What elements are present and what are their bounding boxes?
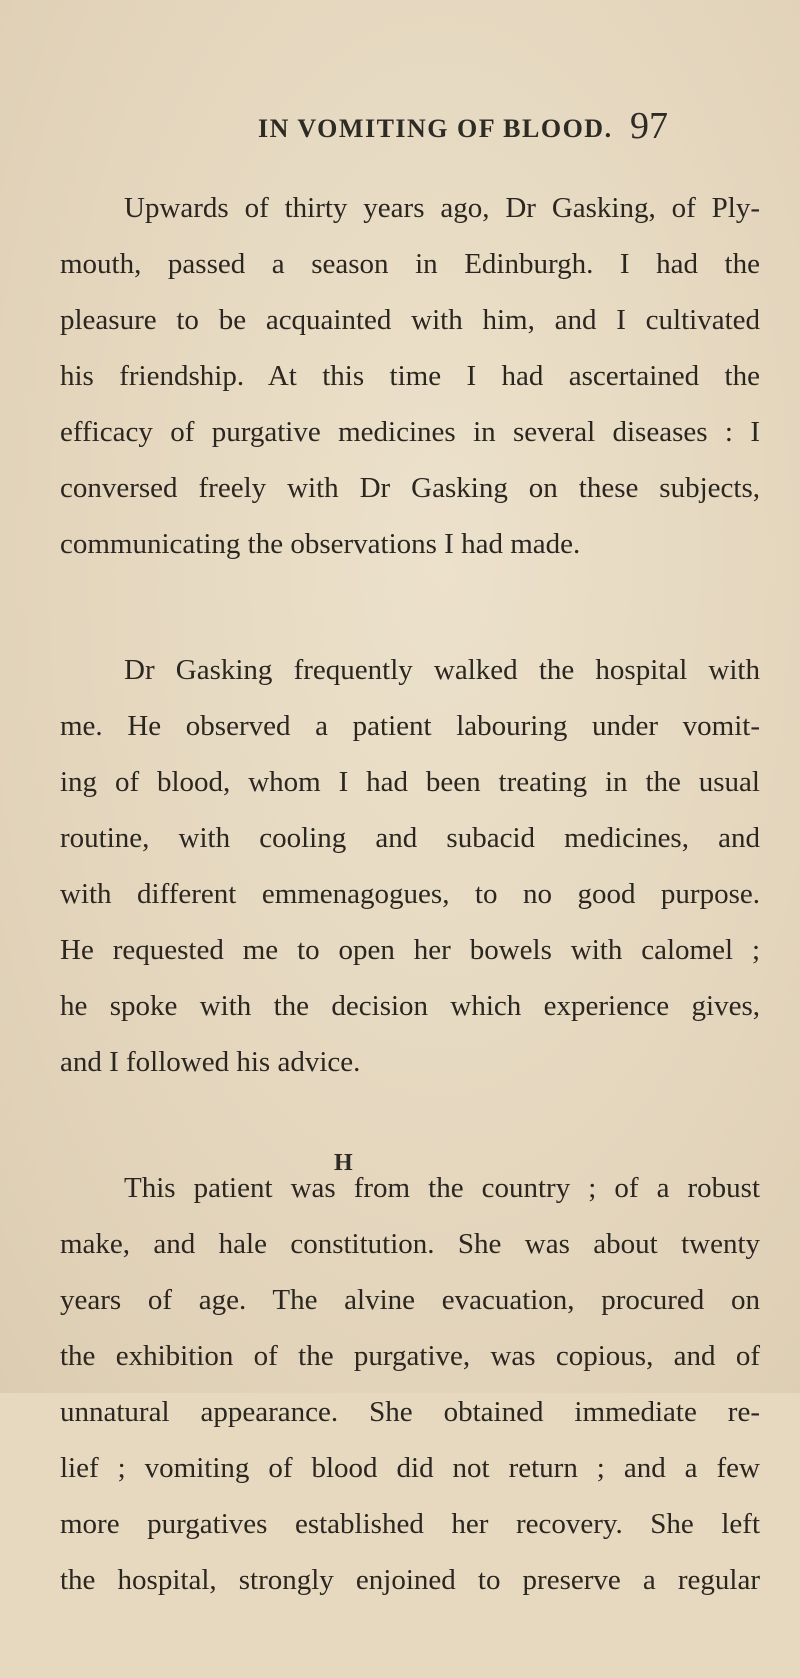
text-line: pleasure to be acquainted with him, and I cultivated	[60, 304, 760, 336]
text-line: years of age. The alvine evacuation, procured on	[60, 1284, 760, 1316]
running-head: IN VOMITING OF BLOOD.	[258, 114, 613, 143]
paragraph-3	[60, 1160, 760, 1608]
text-line: communicating the observations I had made.	[60, 528, 581, 560]
text-line: Dr Gasking frequently walked the hospital with	[124, 654, 760, 686]
text-line: more purgatives established her recovery. She left	[60, 1508, 760, 1540]
text-line: Upwards of thirty years ago, Dr Gasking, of Ply-	[124, 192, 760, 224]
text-line: the exhibition of the purgative, was copious, and of	[60, 1340, 760, 1372]
text-line: me. He observed a patient labouring under vomit-	[60, 710, 760, 742]
text-line: This patient was from the country ; of a robust	[124, 1172, 760, 1204]
paragraph-1	[60, 180, 760, 572]
text-line: unnatural appearance. She obtained immediate re-	[60, 1396, 760, 1428]
page-number: 97	[630, 105, 668, 147]
text-line: his friendship. At this time I had ascertained the	[60, 360, 760, 392]
text-line: routine, with cooling and subacid medicines, and	[60, 822, 760, 854]
text-line: and I followed his advice.	[60, 1046, 361, 1078]
text-line: the hospital, strongly enjoined to preserve a regular	[60, 1564, 760, 1596]
text-line: He requested me to open her bowels with calomel ;	[60, 934, 760, 966]
text-line: lief ; vomiting of blood did not return ; and a few	[60, 1452, 760, 1484]
text-line: make, and hale constitution. She was about twenty	[60, 1228, 760, 1260]
text-line: efficacy of purgative medicines in several diseases : I	[60, 416, 760, 448]
text-line: conversed freely with Dr Gasking on these subjects,	[60, 472, 760, 504]
signature-mark: H	[334, 1150, 353, 1176]
text-line: with different emmenagogues, to no good purpose.	[60, 878, 760, 910]
text-line: mouth, passed a season in Edinburgh. I had the	[60, 248, 760, 280]
paragraph-2	[60, 642, 760, 1090]
page-body	[60, 180, 760, 1678]
text-line: ing of blood, whom I had been treating in the usual	[60, 766, 760, 798]
page-header	[0, 105, 800, 158]
text-line: he spoke with the decision which experience gives,	[60, 990, 760, 1022]
